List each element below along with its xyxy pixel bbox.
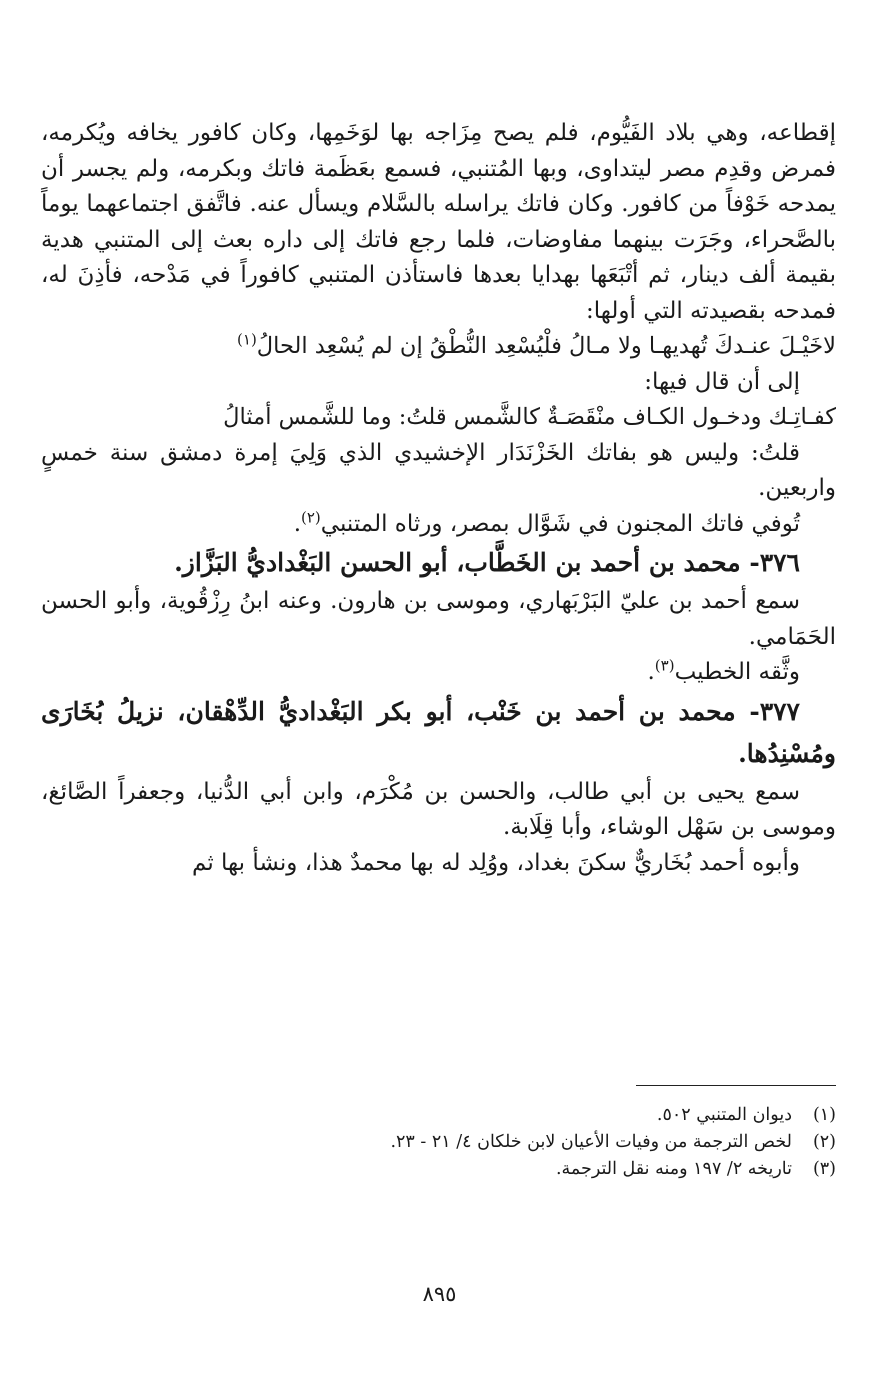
footnote-number: (٣) (812, 1159, 836, 1179)
paragraph-end: . (647, 659, 655, 685)
verse-line (41, 329, 836, 365)
paragraph: سمع أحمد بن عليّ البَرْبَهاري، وموسى بن هارون. وعنه ابنُ رِزْقُوية، وأبو الحسن الحَمَامي. (41, 588, 836, 650)
footnote-ref: (٢) (301, 507, 321, 526)
footnote-text: ديوان المتنبي ٥٠٢. (656, 1105, 792, 1125)
entry-heading: ٣٧٧- محمد بن أحمد بن خَنْب، أبو بكر البَغْداديُّ الدِّهْقان، نزيلُ بُخَارَى ومُسْنِدُها. (41, 696, 836, 768)
footnote (41, 1156, 836, 1183)
paragraph-text: وثَّقه الخطيب (674, 659, 800, 685)
footnote-divider (636, 1085, 836, 1086)
footnote (41, 1129, 836, 1156)
paragraph (41, 655, 836, 691)
footnote-text: تاريخه ٢/ ١٩٧ ومنه نقل الترجمة. (555, 1159, 792, 1179)
footnote-text: لخص الترجمة من وفيات الأعيان لابن خلكان ٤/ ٢١ - ٢٣. (390, 1132, 792, 1152)
paragraph: قلتُ: وليس هو بفاتك الخَزْنَدَار الإخشيدي الذي وَلِيَ إمرة دمشق سنة خمسٍ واربعين. (41, 439, 836, 501)
entry-heading: ٣٧٦- محمد بن أحمد بن الخَطَّاب، أبو الحسن البَغْداديُّ البَزَّاز. (174, 548, 800, 577)
paragraph-text: تُوفي فاتك المجنون في شَوَّال بمصر، ورثاه المتنبي (320, 510, 800, 537)
page-number: ٨٩٥ (422, 1282, 457, 1306)
footnotes (41, 1102, 836, 1183)
verse-line: كفـاتِـك ودخـول الكـاف منْقَصَـةٌ كالشَّمس قلتُ: وما للشَّمس أمثالُ (223, 404, 836, 430)
footnote (41, 1102, 836, 1129)
paragraph-end: . (293, 510, 301, 537)
footnote-ref: (١) (237, 330, 257, 349)
footnote-number: (١) (812, 1105, 836, 1125)
paragraph: إقطاعه، وهي بلاد الفَيُّوم، فلم يصح مِزَاجه بها لوَخَمِها، وكان كافور يخافه ويُكرمه، فمرض وقدِم مصر ليتداوى، وبها المُتنبي، فسمع بعَظَمة فاتك وبكرمه، ولم يجسر أن يمدحه خَوْفاً من كافور. وكان فاتك يراسله بالسَّلام ويسأل عنه. فاتَّفق اجتماعهما يوماً بالصَّحراء، وجَرَت بينهما مفاوضات، فلما رجع فاتك إلى داره بعث إلى المتنبي هدية بقيمة ألف دينار، ثم أتْبَعَها بهدايا بعدها فاستأذن المتنبي كافوراً في مَدْحه، فأذِنَ له، فمدحه بقصيدته التي أولها: (41, 120, 836, 324)
paragraph: سمع يحيى بن أبي طالب، والحسن بن مُكْرَم، وابن أبي الدُّنيا، وجعفراً الصَّائغ، وموسى بن سَهْل الوشاء، وأبا قِلَابة. (41, 778, 836, 840)
main-text (41, 116, 836, 881)
paragraph (41, 507, 836, 543)
verse-intro: إلى أن قال فيها: (644, 368, 800, 395)
verse-text: لاخَيْـلَ عنـدكَ تُهديهـا ولا مـالُ فلْيُسْعِد النُّطْقُ إن لم يُسْعِد الحالُ (256, 333, 836, 359)
paragraph: وأبوه أحمد بُخَاريٌّ سكنَ بغداد، ووُلِد له بها محمدٌ هذا، ونشأ بها ثم (192, 849, 800, 876)
footnote-ref: (٣) (654, 656, 675, 675)
footnote-number: (٢) (812, 1132, 836, 1152)
